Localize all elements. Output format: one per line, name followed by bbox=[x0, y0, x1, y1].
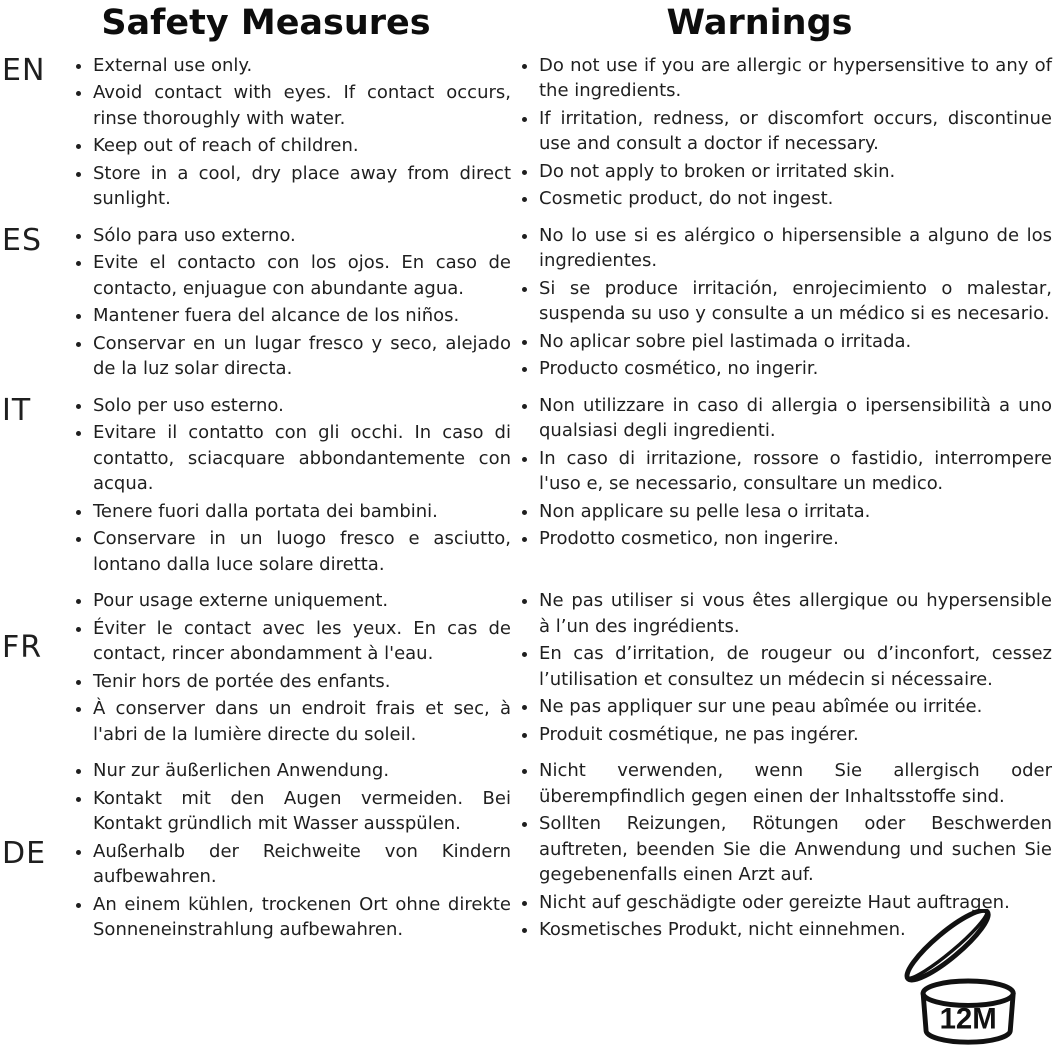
warnings-bullet-item: • Do not apply to broken or irritated skin. bbox=[538, 159, 1052, 185]
period-after-opening-icon bbox=[902, 909, 1050, 1052]
warnings-bullet-item: • Non applicare su pelle lesa o irritata. bbox=[538, 499, 1052, 525]
safety-bullet-item: • Pour usage externe uniquement. bbox=[92, 588, 511, 614]
language-section-fr bbox=[0, 588, 1055, 749]
safety-bullet-item: • Sólo para uso externo. bbox=[92, 223, 511, 249]
safety-list bbox=[71, 588, 511, 749]
warnings-bullet-item: • Kosmetisches Produkt, nicht einnehmen. bbox=[538, 917, 1052, 943]
warnings-bullet-item: • Nicht auf geschädigte oder gereizte Haut auftragen. bbox=[538, 890, 1052, 916]
warnings-bullet-item: • Ne pas utiliser si vous êtes allergique ou hypersensible à l’un des ingrédients. bbox=[538, 588, 1052, 639]
language-section-it bbox=[0, 393, 1055, 580]
language-section-es bbox=[0, 223, 1055, 384]
safety-measures-title: Safety Measures bbox=[101, 3, 431, 43]
safety-bullet-item: • Außerhalb der Reichweite von Kindern aufbewahren. bbox=[92, 839, 511, 890]
language-section-de bbox=[0, 758, 1055, 945]
safety-bullet-item: • Solo per uso esterno. bbox=[92, 393, 511, 419]
warnings-list bbox=[517, 223, 1052, 384]
safety-list bbox=[71, 758, 511, 945]
warnings-bullet-item: • No aplicar sobre piel lastimada o irritada. bbox=[538, 329, 1052, 355]
safety-bullet-item: • Kontakt mit den Augen vermeiden. Bei Kontakt gründlich mit Wasser ausspülen. bbox=[92, 786, 511, 837]
safety-bullet-item: • Evite el contacto con los ojos. En caso de contacto, enjuague con abundante agua. bbox=[92, 250, 511, 301]
language-label-it: IT bbox=[2, 392, 32, 428]
safety-bullet-item: • An einem kühlen, trockenen Ort ohne direkte Sonneneinstrahlung aufbewahren. bbox=[92, 892, 511, 943]
safety-bullet-item: • À conserver dans un endroit frais et sec, à l'abri de la lumière directe du soleil. bbox=[92, 696, 511, 747]
warnings-list bbox=[517, 53, 1052, 214]
safety-bullet-item: • Mantener fuera del alcance de los niños. bbox=[92, 303, 511, 329]
warnings-bullet-item: • Sollten Reizungen, Rötungen oder Beschwerden auftreten, beenden Sie die Anwendung und suchen Sie gegebenenfalls einen Arzt auf. bbox=[538, 811, 1052, 888]
warnings-title: Warnings bbox=[666, 3, 853, 43]
jar-body-shape bbox=[923, 981, 1013, 1042]
safety-bullet-item: • External use only. bbox=[92, 53, 511, 79]
warnings-bullet-item: • If irritation, redness, or discomfort occurs, discontinue use and consult a doctor if necessary. bbox=[538, 106, 1052, 157]
warnings-bullet-item: • Prodotto cosmetico, non ingerire. bbox=[538, 526, 1052, 552]
warnings-bullet-item: • No lo use si es alérgico o hipersensible a alguno de los ingredientes. bbox=[538, 223, 1052, 274]
language-label-fr: FR bbox=[2, 630, 43, 665]
warnings-bullet-item: • Ne pas appliquer sur une peau abîmée ou irritée. bbox=[538, 694, 1052, 720]
warnings-bullet-item: • Cosmetic product, do not ingest. bbox=[538, 186, 1052, 212]
language-sections bbox=[0, 53, 1055, 945]
warnings-bullet-item: • In caso di irritazione, rossore o fastidio, interrompere l'uso e, se necessario, consultare un medico. bbox=[538, 446, 1052, 497]
column-titles bbox=[0, 4, 1055, 43]
warnings-bullet-item: • Nicht verwenden, wenn Sie allergisch oder überempfindlich gegen einen der Inhaltsstoffe sind. bbox=[538, 758, 1052, 809]
safety-bullet-item: • Avoid contact with eyes. If contact occurs, rinse thoroughly with water. bbox=[92, 80, 511, 131]
safety-bullet-item: • Tenir hors de portée des enfants. bbox=[92, 669, 511, 695]
jar-lid-shape bbox=[902, 909, 996, 988]
warnings-bullet-item: • Produit cosmétique, ne pas ingérer. bbox=[538, 722, 1052, 748]
warnings-bullet-item: • Producto cosmético, no ingerir. bbox=[538, 356, 1052, 382]
safety-bullet-item: • Store in a cool, dry place away from direct sunlight. bbox=[92, 161, 511, 212]
warnings-list bbox=[517, 393, 1052, 580]
warnings-bullet-item: • En cas d’irritation, de rougeur ou d’inconfort, cessez l’utilisation et consultez un médecin si nécessaire. bbox=[538, 641, 1052, 692]
safety-bullet-item: • Éviter le contact avec les yeux. En cas de contact, rincer abondamment à l'eau. bbox=[92, 616, 511, 667]
warnings-bullet-item: • Si se produce irritación, enrojecimiento o malestar, suspenda su uso y consulte a un médico si es necesario. bbox=[538, 276, 1052, 327]
safety-bullet-item: • Conservare in un luogo fresco e asciutto, lontano dalla luce solare diretta. bbox=[92, 526, 511, 577]
warnings-bullet-item: • Do not use if you are allergic or hypersensitive to any of the ingredients. bbox=[538, 53, 1052, 104]
open-jar-12m-icon bbox=[902, 909, 1050, 1052]
language-label-de: DE bbox=[2, 836, 47, 871]
safety-bullet-item: • Tenere fuori dalla portata dei bambini. bbox=[92, 499, 511, 525]
safety-list bbox=[71, 53, 511, 214]
safety-list bbox=[71, 393, 511, 580]
safety-bullet-item: • Nur zur äußerlichen Anwendung. bbox=[92, 758, 511, 784]
pao-duration-label: 12M bbox=[939, 1002, 997, 1036]
warnings-bullet-item: • Non utilizzare in caso di allergia o ipersensibilità a uno qualsiasi degli ingredienti. bbox=[538, 393, 1052, 444]
safety-list bbox=[71, 223, 511, 384]
safety-bullet-item: • Keep out of reach of children. bbox=[92, 133, 511, 159]
warnings-list bbox=[517, 588, 1052, 749]
language-section-en bbox=[0, 53, 1055, 214]
safety-bullet-item: • Conservar en un lugar fresco y seco, alejado de la luz solar directa. bbox=[92, 331, 511, 382]
safety-bullet-item: • Evitare il contatto con gli occhi. In caso di contatto, sciacquare abbondantemente con acqua. bbox=[92, 420, 511, 497]
language-label-en: EN bbox=[2, 52, 46, 88]
language-label-es: ES bbox=[2, 222, 42, 258]
